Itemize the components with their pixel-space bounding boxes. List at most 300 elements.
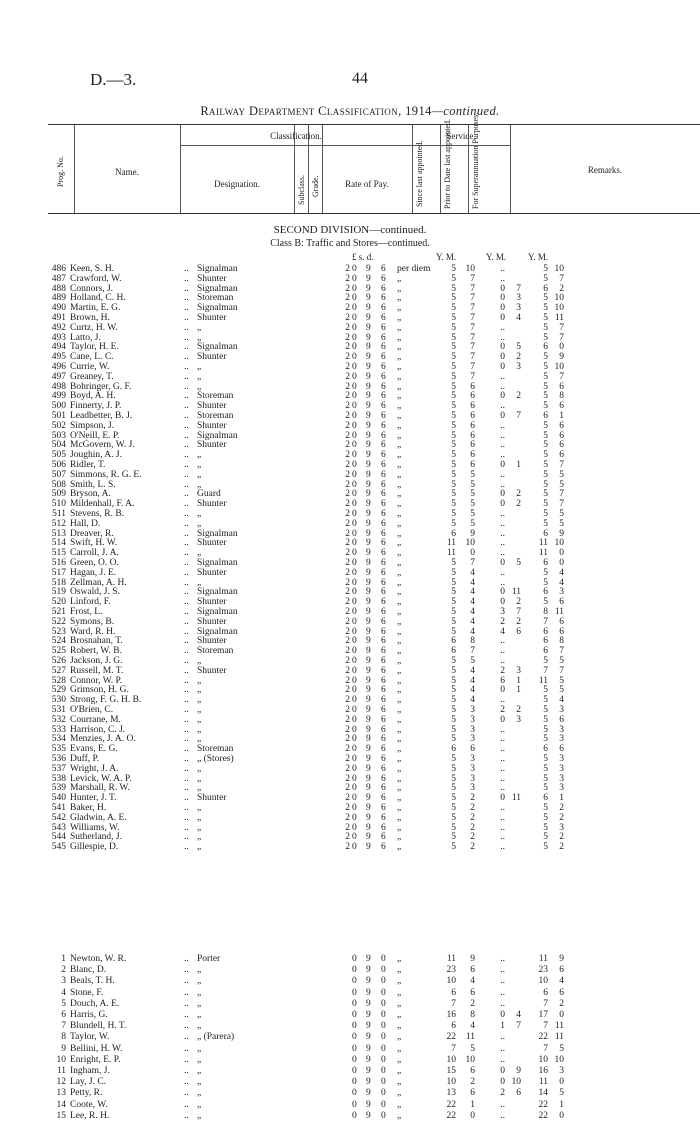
prior-months: 2 — [516, 705, 521, 715]
employee-name: Linford, F. — [70, 597, 111, 608]
leader-dots: .. — [184, 1021, 189, 1032]
pay-pounds: 0 — [352, 646, 357, 657]
employee-name: Taylor, W. — [70, 1032, 110, 1043]
prog-no: 499 — [51, 391, 66, 402]
leader-dots: .. — [184, 695, 189, 706]
super-years: 5 — [543, 773, 548, 784]
prog-no: 543 — [51, 822, 66, 833]
pay-shillings: 9 — [366, 283, 371, 294]
since-last-months: 6 — [470, 391, 475, 402]
table-row — [0, 988, 700, 999]
pay-pence: 6 — [381, 401, 386, 412]
designation: „ — [197, 685, 202, 696]
pay-pounds: 0 — [352, 705, 357, 715]
pay-pounds: 0 — [352, 1088, 357, 1099]
pay-period: „ — [397, 460, 402, 470]
pay-shillings: 9 — [366, 597, 371, 608]
document-reference: D.—3. — [90, 70, 137, 89]
super-years: 5 — [543, 822, 548, 833]
designation: „ — [197, 656, 202, 666]
employee-name: Mildenhall, F. A. — [70, 499, 135, 510]
pay-pounds: 0 — [352, 509, 357, 519]
designation: „ — [197, 362, 202, 372]
pay-shillings: 9 — [366, 705, 371, 715]
super-months: 10 — [554, 1054, 564, 1065]
prior-years: .. — [500, 695, 505, 706]
pay-shillings: 9 — [366, 1054, 371, 1065]
prior-months: 5 — [516, 558, 521, 568]
subclass: 2 — [345, 479, 350, 490]
super-months: 9 — [559, 954, 564, 964]
pay-pounds: 0 — [352, 1032, 357, 1043]
subclass: 2 — [345, 783, 350, 794]
pay-shillings: 9 — [366, 744, 371, 755]
pay-shillings: 9 — [366, 1066, 371, 1076]
title-main: Railway Department Classification, 1914 — [200, 104, 432, 118]
designation: „ — [197, 548, 202, 559]
prog-no: 540 — [51, 793, 66, 804]
since-last-years: 5 — [451, 724, 456, 735]
leader-dots: .. — [184, 616, 189, 627]
pay-pence: 6 — [381, 724, 386, 735]
since-last-years: 5 — [451, 469, 456, 480]
pay-pence: 6 — [381, 656, 386, 666]
employee-name: Wright, J. A. — [70, 763, 119, 774]
prior-years: .. — [500, 998, 505, 1009]
since-last-years: 5 — [451, 695, 456, 706]
designation: „ — [197, 832, 202, 843]
subclass: 2 — [345, 518, 350, 529]
subclass: 2 — [345, 293, 350, 304]
prior-months: 6 — [516, 1088, 521, 1099]
prior-months: 7 — [516, 411, 521, 421]
super-years: 5 — [543, 832, 548, 843]
prog-no: 7 — [61, 1021, 66, 1032]
pay-pounds: 0 — [352, 411, 357, 421]
pay-period: „ — [397, 548, 402, 559]
since-last-years: 6 — [451, 636, 456, 647]
since-last-years: 5 — [451, 793, 456, 804]
employee-name: Joughin, A. J. — [70, 450, 122, 461]
leader-dots: .. — [184, 538, 189, 549]
since-last-months: 6 — [470, 411, 475, 421]
designation: Shunter — [197, 793, 227, 804]
since-last-years: 5 — [451, 381, 456, 392]
pay-pounds: 0 — [352, 577, 357, 588]
pay-pence: 6 — [381, 450, 386, 461]
leader-dots: .. — [184, 401, 189, 412]
since-last-months: 3 — [470, 754, 475, 764]
pay-pounds: 0 — [352, 773, 357, 784]
subclass: 2 — [345, 460, 350, 470]
pay-period: „ — [397, 528, 402, 539]
since-last-months: 3 — [470, 705, 475, 715]
subclass: 2 — [345, 322, 350, 333]
since-last-months: 2 — [470, 842, 475, 853]
subclass: 2 — [345, 754, 350, 764]
pay-shillings: 9 — [366, 587, 371, 598]
leader-dots: .. — [184, 976, 189, 987]
super-years: 5 — [543, 460, 548, 470]
leader-dots: .. — [184, 1054, 189, 1065]
super-months: 4 — [559, 577, 564, 588]
table-row — [0, 842, 700, 853]
leader-dots: .. — [184, 675, 189, 686]
leader-dots: .. — [184, 264, 189, 274]
pay-pounds: 0 — [352, 1066, 357, 1076]
designation: Guard — [197, 489, 221, 500]
employee-name: Petty, R. — [70, 1088, 103, 1099]
since-last-months: 5 — [470, 656, 475, 666]
pay-pounds: 0 — [352, 450, 357, 461]
prior-years: .. — [500, 754, 505, 764]
prog-no: 530 — [51, 695, 66, 706]
pay-pence: 6 — [381, 469, 386, 480]
super-years: 5 — [543, 705, 548, 715]
super-months: 11 — [554, 607, 564, 617]
employee-name: Blundell, H. T. — [70, 1021, 127, 1032]
prior-months: 5 — [516, 342, 521, 353]
designation: Shunter — [197, 352, 227, 363]
pay-shillings: 9 — [366, 528, 371, 539]
pay-shillings: 9 — [366, 842, 371, 853]
pay-pounds: 0 — [352, 803, 357, 813]
pay-period: „ — [397, 685, 402, 696]
subclass: 2 — [345, 391, 350, 402]
pay-pence: 6 — [381, 332, 386, 343]
pay-shillings: 9 — [366, 812, 371, 823]
leader-dots: .. — [184, 313, 189, 323]
pay-shillings: 9 — [366, 734, 371, 745]
since-last-years: 5 — [451, 773, 456, 784]
pay-shillings: 9 — [366, 695, 371, 706]
subclass: 2 — [345, 675, 350, 686]
since-last-years: 5 — [451, 626, 456, 637]
pay-pence: 0 — [381, 1021, 386, 1032]
pay-pounds: 0 — [352, 842, 357, 853]
prior-months: 3 — [516, 665, 521, 676]
super-years: 5 — [543, 469, 548, 480]
employee-name: Cane, L. C. — [70, 352, 114, 363]
prior-months: 11 — [511, 587, 521, 598]
pay-pounds: 0 — [352, 313, 357, 323]
designation: „ — [197, 803, 202, 813]
super-months: 5 — [559, 469, 564, 480]
pay-period: „ — [397, 987, 402, 998]
group-divider — [412, 145, 510, 146]
super-months: 2 — [559, 842, 564, 853]
since-last-months: 3 — [470, 763, 475, 774]
since-last-months: 2 — [470, 998, 475, 1009]
pay-period: „ — [397, 665, 402, 676]
leader-dots: .. — [184, 577, 189, 588]
pay-period: „ — [397, 440, 402, 451]
since-last-months: 2 — [470, 793, 475, 804]
prior-months: 1 — [516, 460, 521, 470]
since-last-months: 10 — [465, 538, 475, 549]
pay-period: „ — [397, 1054, 402, 1065]
subclass: 2 — [345, 352, 350, 363]
prior-months: 9 — [516, 1066, 521, 1076]
super-years: 5 — [543, 734, 548, 745]
leader-dots: .. — [184, 273, 189, 284]
designation: „ — [197, 371, 202, 382]
since-last-years: 5 — [451, 479, 456, 490]
pay-period: „ — [397, 332, 402, 343]
since-last-years: 10 — [446, 1054, 456, 1065]
pay-shillings: 9 — [366, 1043, 371, 1054]
pay-shillings: 9 — [366, 577, 371, 588]
prior-years: .. — [500, 724, 505, 735]
super-years: 5 — [543, 489, 548, 500]
employee-name: Connor, W. P. — [70, 675, 123, 686]
super-months: 6 — [559, 420, 564, 431]
since-last-months: 3 — [470, 773, 475, 784]
prog-no: 523 — [51, 626, 66, 637]
super-years: 11 — [538, 548, 548, 559]
pay-shillings: 9 — [366, 450, 371, 461]
division-heading: SECOND DIVISION—continued. — [273, 224, 427, 236]
pay-pence: 6 — [381, 763, 386, 774]
prog-no: 487 — [51, 273, 66, 284]
super-years: 23 — [538, 965, 548, 976]
prior-years: .. — [500, 420, 505, 431]
pay-pence: 6 — [381, 626, 386, 637]
pay-pence: 6 — [381, 303, 386, 314]
pay-pence: 6 — [381, 783, 386, 794]
super-years: 22 — [538, 1099, 548, 1110]
prior-years: 0 — [500, 313, 505, 323]
since-last-years: 5 — [451, 391, 456, 402]
super-years: 5 — [543, 724, 548, 735]
super-years: 11 — [538, 538, 548, 549]
designation: Signalman — [197, 430, 238, 441]
pay-period: „ — [397, 518, 402, 529]
prog-no: 524 — [51, 636, 66, 647]
super-months: 6 — [559, 440, 564, 451]
super-years: 7 — [543, 1021, 548, 1032]
prog-no: 2 — [61, 965, 66, 976]
pay-shillings: 9 — [366, 293, 371, 304]
pay-shillings: 9 — [366, 965, 371, 976]
since-last-months: 7 — [470, 322, 475, 333]
prior-years: 0 — [500, 362, 505, 372]
since-last-years: 5 — [451, 518, 456, 529]
since-last-years: 5 — [451, 754, 456, 764]
employee-name: Green, O. O. — [70, 558, 119, 568]
pay-pence: 6 — [381, 509, 386, 519]
leader-dots: .. — [184, 440, 189, 451]
pay-period: „ — [397, 499, 402, 510]
pay-shillings: 9 — [366, 460, 371, 470]
super-years: 5 — [543, 695, 548, 706]
pay-shillings: 9 — [366, 616, 371, 627]
pay-pounds: 0 — [352, 607, 357, 617]
prior-months: 3 — [516, 303, 521, 314]
since-last-years: 11 — [446, 548, 456, 559]
pay-period: „ — [397, 646, 402, 657]
designation: Shunter — [197, 440, 227, 451]
since-last-months: 6 — [470, 744, 475, 755]
leader-dots: .. — [184, 1088, 189, 1099]
pay-pounds: 0 — [352, 264, 357, 274]
pay-pounds: 0 — [352, 965, 357, 976]
pay-pounds: 0 — [352, 352, 357, 363]
subclass: 2 — [345, 616, 350, 627]
pay-shillings: 9 — [366, 1032, 371, 1043]
prior-years: 0 — [500, 303, 505, 314]
prior-years: .. — [500, 1054, 505, 1065]
pay-pence: 6 — [381, 430, 386, 441]
pay-pounds: 0 — [352, 987, 357, 998]
leader-dots: .. — [184, 607, 189, 617]
prog-no: 516 — [51, 558, 66, 568]
prior-years: 0 — [500, 714, 505, 725]
employee-name: Gladwin, A. E. — [70, 812, 127, 823]
since-last-months: 7 — [470, 313, 475, 323]
subclass: 2 — [345, 362, 350, 372]
since-last-months: 10 — [465, 264, 475, 274]
pay-pence: 0 — [381, 1066, 386, 1076]
employee-name: Lay, J. C. — [70, 1077, 107, 1088]
pay-shillings: 9 — [366, 636, 371, 647]
prior-months: 3 — [516, 714, 521, 725]
subclass: 2 — [345, 303, 350, 314]
subclass: 2 — [345, 734, 350, 745]
prog-no: 498 — [51, 381, 66, 392]
pay-shillings: 9 — [366, 1110, 371, 1121]
since-last-months: 9 — [470, 954, 475, 964]
employee-name: Coote, W. — [70, 1099, 108, 1110]
pay-pounds: 0 — [352, 1043, 357, 1054]
designation: Storeman — [197, 411, 234, 421]
designation: „ — [197, 1066, 202, 1076]
prog-no: 531 — [51, 705, 66, 715]
super-months: 0 — [559, 558, 564, 568]
super-years: 6 — [543, 528, 548, 539]
pay-shillings: 9 — [366, 954, 371, 964]
super-years: 5 — [543, 332, 548, 343]
subclass: 2 — [345, 812, 350, 823]
pay-shillings: 9 — [366, 656, 371, 666]
super-years: 5 — [543, 273, 548, 284]
super-months: 0 — [559, 548, 564, 559]
super-months: 3 — [559, 587, 564, 598]
super-months: 3 — [559, 705, 564, 715]
prior-years: .. — [500, 803, 505, 813]
super-months: 10 — [554, 538, 564, 549]
pay-shillings: 9 — [366, 822, 371, 833]
prior-years: .. — [500, 636, 505, 647]
pay-pounds: 0 — [352, 656, 357, 666]
designation: „ — [197, 822, 202, 833]
since-last-years: 5 — [451, 587, 456, 598]
employee-name: Ward, R. H. — [70, 626, 116, 637]
pay-pounds: 0 — [352, 283, 357, 294]
pay-pounds: 0 — [352, 499, 357, 510]
super-years: 11 — [538, 954, 548, 964]
subclass: 2 — [345, 558, 350, 568]
employee-name: Stevens, R. B. — [70, 509, 125, 519]
pay-period: „ — [397, 538, 402, 549]
prog-no: 495 — [51, 352, 66, 363]
designation: „ — [197, 714, 202, 725]
super-years: 5 — [543, 381, 548, 392]
super-months: 6 — [559, 616, 564, 627]
since-last-years: 11 — [446, 538, 456, 549]
since-last-months: 4 — [470, 607, 475, 617]
pay-pence: 6 — [381, 381, 386, 392]
since-last-months: 7 — [470, 558, 475, 568]
subclass: 2 — [345, 822, 350, 833]
super-months: 7 — [559, 332, 564, 343]
prior-months: 10 — [511, 1077, 521, 1088]
subclass: 2 — [345, 371, 350, 382]
leader-dots: .. — [184, 362, 189, 372]
since-last-months: 7 — [470, 342, 475, 353]
prior-months: 11 — [511, 793, 521, 804]
prog-no: 534 — [51, 734, 66, 745]
super-months: 6 — [559, 626, 564, 637]
pay-shillings: 9 — [366, 332, 371, 343]
pay-shillings: 9 — [366, 1099, 371, 1110]
prog-no: 513 — [51, 528, 66, 539]
pay-pence: 6 — [381, 587, 386, 598]
prog-no: 512 — [51, 518, 66, 529]
prog-no: 542 — [51, 812, 66, 823]
pay-shillings: 9 — [366, 1021, 371, 1032]
employee-name: Ingham, J. — [70, 1066, 110, 1076]
pay-period: „ — [397, 954, 402, 964]
prior-years: .. — [500, 744, 505, 755]
prog-no: 541 — [51, 803, 66, 813]
subclass: 2 — [345, 264, 350, 274]
pay-period: „ — [397, 705, 402, 715]
pay-shillings: 9 — [366, 724, 371, 735]
super-months: 1 — [559, 793, 564, 804]
pay-pounds: 0 — [352, 1054, 357, 1065]
prog-no: 525 — [51, 646, 66, 657]
leader-dots: .. — [184, 987, 189, 998]
super-years: 10 — [538, 976, 548, 987]
prior-years: .. — [500, 322, 505, 333]
employee-name: Hall, D. — [70, 518, 101, 529]
pay-shillings: 9 — [366, 803, 371, 813]
prior-years: 0 — [500, 352, 505, 363]
pay-units-label: £ s. d. — [352, 252, 374, 262]
leader-dots: .. — [184, 528, 189, 539]
prior-months: 2 — [516, 391, 521, 402]
pay-pounds: 0 — [352, 401, 357, 412]
subclass: 2 — [345, 420, 350, 431]
prior-years: .. — [500, 1099, 505, 1110]
table-row — [0, 1021, 700, 1032]
designation: Storeman — [197, 744, 234, 755]
since-last-months: 6 — [470, 440, 475, 451]
pay-period: „ — [397, 597, 402, 608]
super-years: 6 — [543, 744, 548, 755]
table-column-header — [48, 112, 700, 214]
employee-name: Grimson, H. G. — [70, 685, 129, 696]
leader-dots: .. — [184, 734, 189, 745]
pay-pounds: 0 — [352, 616, 357, 627]
employee-name: Courrane, M. — [70, 714, 121, 725]
super-months: 7 — [559, 489, 564, 500]
pay-pence: 0 — [381, 1077, 386, 1088]
service-units-super: Y. M. — [528, 252, 549, 262]
super-months: 7 — [559, 665, 564, 676]
designation: „ — [197, 812, 202, 823]
